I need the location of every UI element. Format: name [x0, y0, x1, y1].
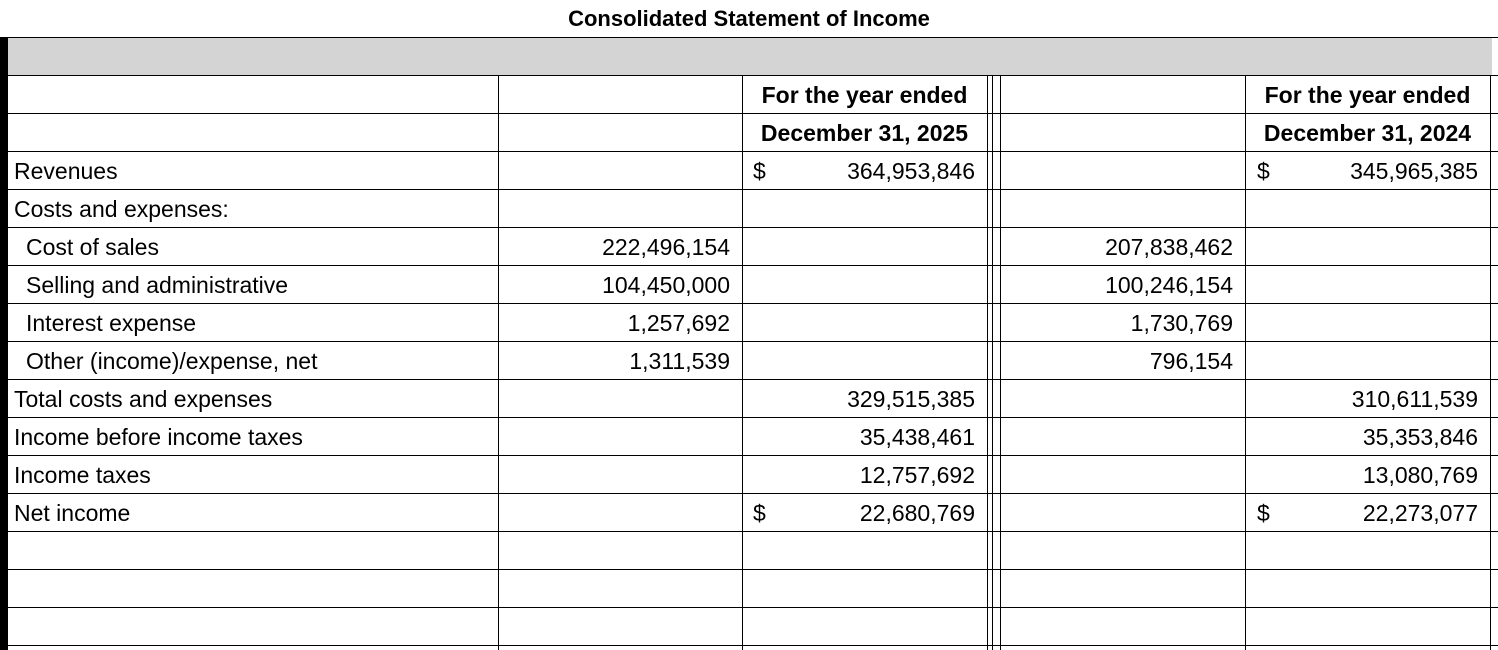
- sheet-left-border: [0, 37, 8, 650]
- row-label-other-income-expense: Other (income)/expense, net: [26, 348, 318, 374]
- grid-line: [8, 607, 1498, 608]
- currency-sign-2024: $: [1257, 158, 1270, 184]
- net-income-2024: 22,273,077: [1362, 500, 1478, 526]
- net-income-2025: 22,680,769: [859, 500, 975, 526]
- currency-sign-2025: $: [753, 158, 766, 184]
- row-label-interest-expense: Interest expense: [26, 310, 197, 336]
- row-label-total-costs: Total costs and expenses: [14, 386, 273, 412]
- income-before-taxes-2024: 35,353,846: [1362, 424, 1478, 450]
- header-2024-line1: For the year ended: [1264, 82, 1471, 108]
- cost-of-sales-2025: 222,496,154: [602, 234, 730, 260]
- grid-line: [992, 75, 993, 650]
- grid-line: [8, 645, 1498, 646]
- grid-line: [8, 227, 1498, 228]
- header-band: [8, 38, 1492, 75]
- header-2025-line2: December 31, 2025: [760, 120, 969, 146]
- currency-sign-2025: $: [753, 500, 766, 526]
- row-label-net-income: Net income: [14, 500, 131, 526]
- other-income-expense-2025: 1,311,539: [629, 348, 730, 374]
- revenues-2024: 345,965,385: [1350, 158, 1478, 184]
- currency-sign-2024: $: [1257, 500, 1270, 526]
- row-label-revenues: Revenues: [14, 158, 118, 184]
- grid-line: [8, 569, 1498, 570]
- statement-title: Consolidated Statement of Income: [568, 6, 930, 31]
- row-label-cost-of-sales: Cost of sales: [26, 234, 159, 260]
- cost-of-sales-2024: 207,838,462: [1105, 234, 1233, 260]
- grid-line: [8, 37, 1498, 38]
- header-2024-line2: December 31, 2024: [1263, 120, 1472, 146]
- income-taxes-2024: 13,080,769: [1362, 462, 1478, 488]
- income-taxes-2025: 12,757,692: [859, 462, 975, 488]
- total-costs-2025: 329,515,385: [847, 386, 975, 412]
- revenues-2025: 364,953,846: [847, 158, 975, 184]
- grid-line: [1490, 75, 1491, 650]
- grid-line: [987, 75, 988, 650]
- row-label-selling-admin: Selling and administrative: [26, 272, 289, 298]
- selling-admin-2025: 104,450,000: [602, 272, 730, 298]
- selling-admin-2024: 100,246,154: [1105, 272, 1233, 298]
- interest-expense-2024: 1,730,769: [1130, 310, 1233, 336]
- header-2025-line1: For the year ended: [761, 82, 968, 108]
- total-costs-2024: 310,611,539: [1351, 386, 1478, 412]
- row-label-costs-and-expenses: Costs and expenses:: [14, 196, 229, 222]
- other-income-expense-2024: 796,154: [1149, 348, 1233, 374]
- income-before-taxes-2025: 35,438,461: [859, 424, 975, 450]
- row-label-income-taxes: Income taxes: [14, 462, 151, 488]
- row-label-income-before-taxes: Income before income taxes: [14, 424, 303, 450]
- interest-expense-2025: 1,257,692: [627, 310, 730, 336]
